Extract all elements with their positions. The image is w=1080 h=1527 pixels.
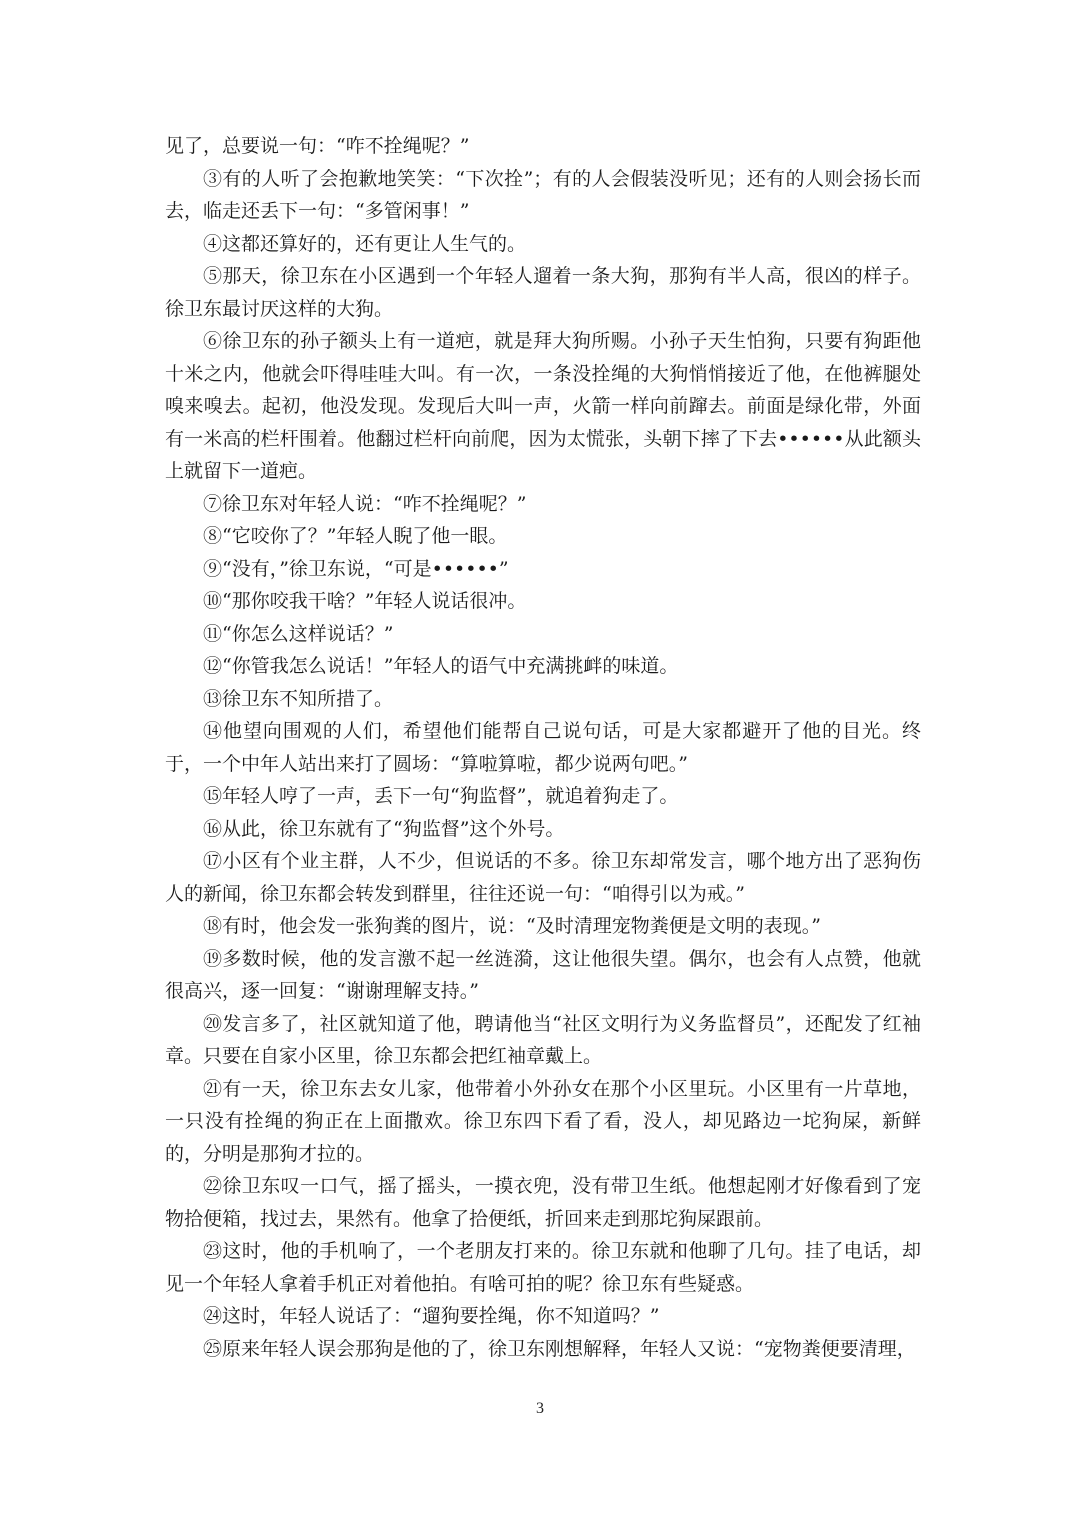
paragraph-23: ㉓这时，他的手机响了，一个老朋友打来的。徐卫东就和他聊了几句。挂了电话，却见一个年轻人拿着手机正对着他拍。有啥可拍的呢？徐卫东有些疑惑。	[165, 1240, 921, 1295]
paragraph-7: ⑦徐卫东对年轻人说：“咋不拴绳呢？”	[203, 492, 527, 515]
paragraph-11: ⑪“你怎么这样说话？”	[203, 622, 394, 645]
story-text	[165, 130, 921, 1365]
paragraph-25: ㉕原来年轻人误会那狗是他的了，徐卫东刚想解释，年轻人又说：“宠物粪便要清理，	[203, 1337, 916, 1360]
page-number: 3	[536, 1400, 544, 1417]
paragraph-24: ㉔这时，年轻人说话了：“遛狗要拴绳，你不知道吗？”	[203, 1305, 660, 1327]
paragraph-4: ④这都还算好的，还有更让人生气的。	[203, 232, 527, 255]
paragraph-16: ⑯从此，徐卫东就有了“狗监督”这个外号。	[203, 817, 565, 840]
paragraph-3: ③有的人听了会抱歉地笑笑：“下次拴”；有的人会假装没听见；还有的人则会扬长而去，临走还丢下一句：“多管闲事！”	[165, 167, 921, 222]
paragraph-continuation: 见了，总要说一句：“咋不拴绳呢？”	[165, 135, 470, 157]
paragraph-19: ⑲多数时候，他的发言激不起一丝涟漪，这让他很失望。偶尔，也会有人点赞，他就很高兴，逐一回复：“谢谢理解支持。”	[165, 947, 921, 1002]
paragraph-14: ⑭他望向围观的人们，希望他们能帮自己说句话，可是大家都避开了他的目光。终于，一个中年人站出来打了圆场：“算啦算啦，都少说两句吧。”	[165, 720, 921, 775]
paragraph-10: ⑩“那你咬我干啥？”年轻人说话很冲。	[203, 590, 527, 612]
paragraph-5: ⑤那天，徐卫东在小区遇到一个年轻人遛着一条大狗，那狗有半人高，很凶的样子。徐卫东最讨厌这样的大狗。	[165, 265, 921, 320]
paragraph-6: ⑥徐卫东的孙子额头上有一道疤，就是拜大狗所赐。小孙子天生怕狗，只要有狗距他十米之内，他就会吓得哇哇大叫。有一次，一条没拴绳的大狗悄悄接近了他，在他裤腿处嗅来嗅去。起初，他没发现。发现后大叫一声，火箭一样向前蹿去。前面是绿化带，外面有一米高的栏杆围着。他翻过栏杆向前爬，因为太慌张，头朝下摔了下去••••••从此额头上就留下一道疤。	[165, 330, 921, 482]
paragraph-15: ⑮年轻人哼了一声，丢下一句“狗监督”，就追着狗走了。	[203, 785, 679, 807]
paragraph-20: ⑳发言多了，社区就知道了他，聘请他当“社区文明行为义务监督员”，还配发了红袖章。只要在自家小区里，徐卫东都会把红袖章戴上。	[165, 1012, 921, 1067]
paragraph-21: ㉑有一天，徐卫东去女儿家，他带着小外孙女在那个小区里玩。小区里有一片草地，一只没有拴绳的狗正在上面撒欢。徐卫东四下看了看，没人，却见路边一坨狗屎，新鲜的，分明是那狗才拉的。	[165, 1077, 921, 1165]
paragraph-22: ㉒徐卫东叹一口气，摇了摇头，一摸衣兜，没有带卫生纸。他想起刚才好像看到了宠物拾便箱，找过去，果然有。他拿了拾便纸，折回来走到那坨狗屎跟前。	[165, 1175, 921, 1230]
paragraph-9: ⑨“没有，”徐卫东说，“可是••••••”	[203, 557, 509, 580]
paragraph-17: ⑰小区有个业主群，人不少，但说话的不多。徐卫东却常发言，哪个地方出了恶狗伤人的新闻，徐卫东都会转发到群里，往往还说一句：“咱得引以为戒。”	[165, 850, 921, 905]
paragraph-13: ⑬徐卫东不知所措了。	[203, 687, 394, 710]
paragraph-8: ⑧“它咬你了？”年轻人睨了他一眼。	[203, 525, 508, 547]
paragraph-18: ⑱有时，他会发一张狗粪的图片，说：“及时清理宠物粪便是文明的表现。”	[203, 915, 821, 937]
paragraph-12: ⑫“你管我怎么说话！”年轻人的语气中充满挑衅的味道。	[203, 655, 679, 677]
